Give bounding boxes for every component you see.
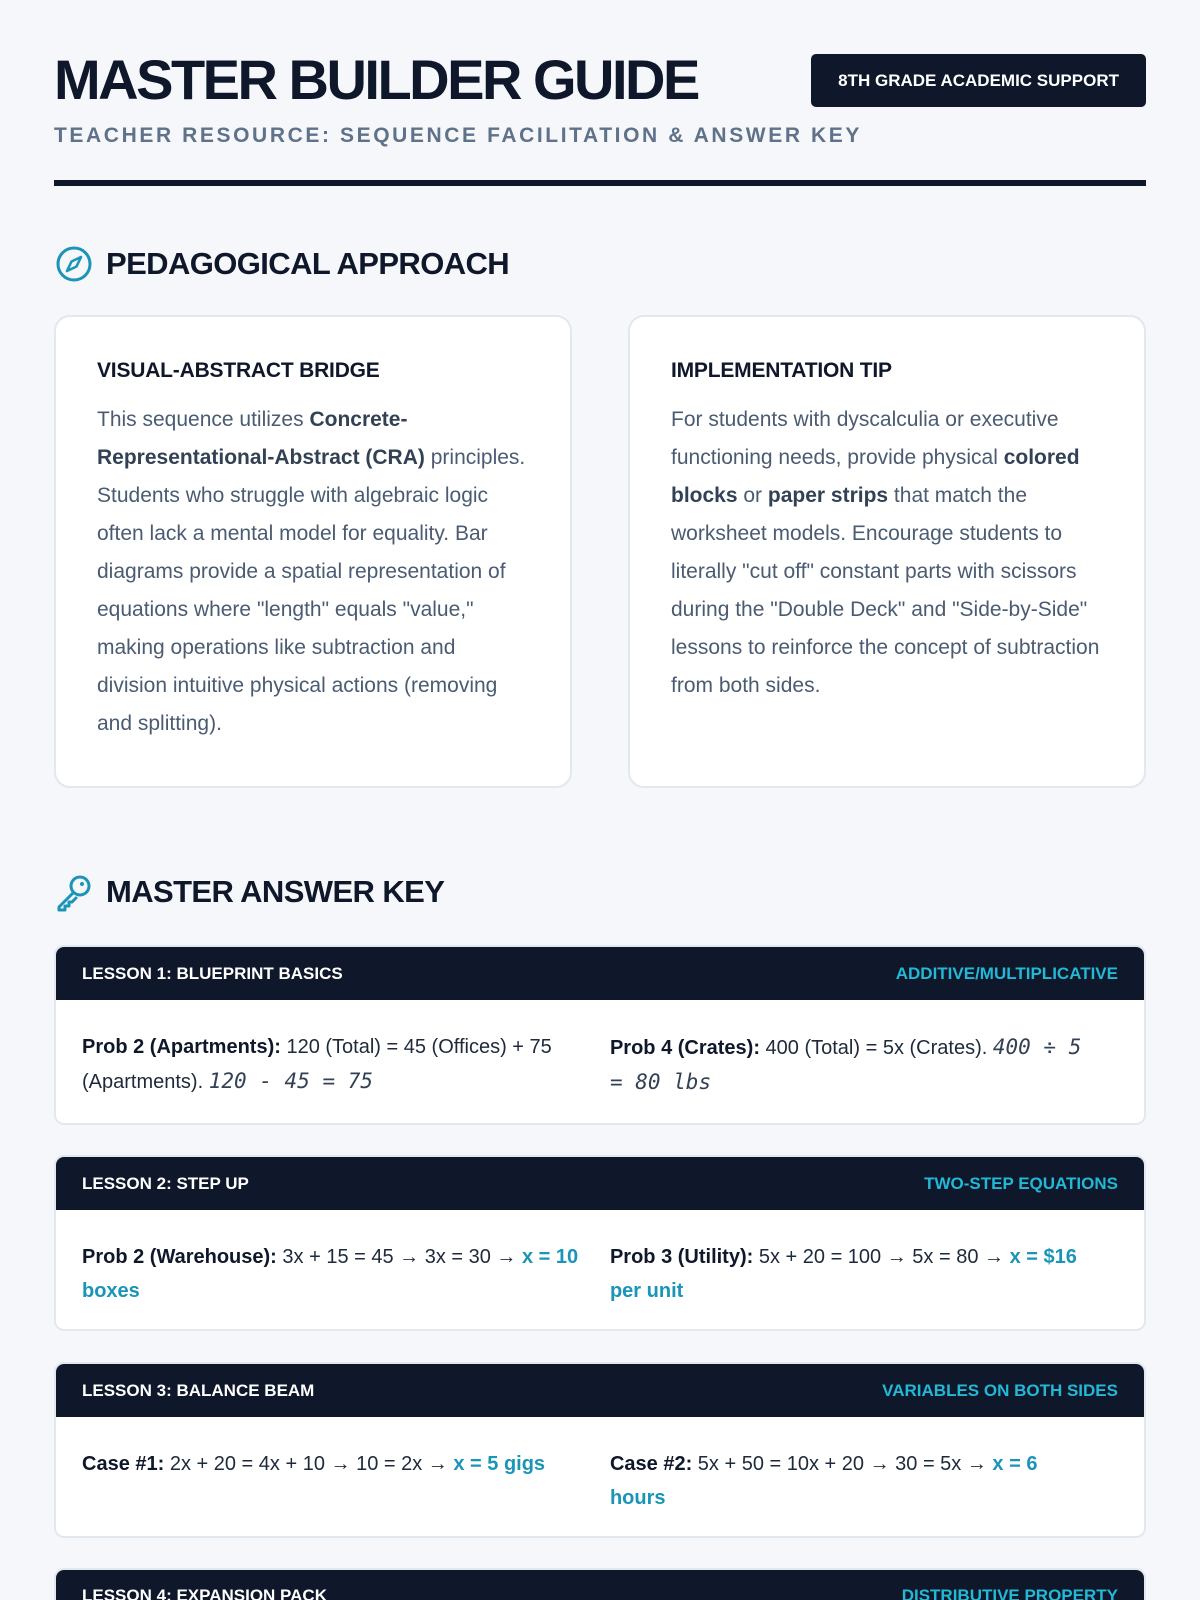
answer-left [82, 1240, 610, 1308]
lesson-header [56, 947, 1144, 1000]
header [54, 0, 1146, 186]
lesson-2-card [54, 1155, 1146, 1331]
lesson-title: LESSON 3: BALANCE BEAM [82, 1380, 315, 1400]
lesson-4-card [54, 1568, 1146, 1600]
card-emphasis: Concrete-Representational-Abstract (CRA) [97, 408, 425, 469]
header-divider [54, 180, 1146, 186]
lesson-body [56, 1210, 1144, 1308]
lesson-tag: DISTRIBUTIVE PROPERTY [901, 1586, 1118, 1600]
answer-left [82, 1030, 610, 1100]
page-title: MASTER BUILDER GUIDE [54, 48, 698, 111]
card-title: IMPLEMENTATION TIP [671, 359, 892, 382]
card-text: This sequence utilizes [97, 408, 310, 431]
answer-key-heading [54, 872, 444, 912]
answer-text: 5x + 20 = 100 → 5x = 80 → [753, 1246, 1010, 1268]
answer-label: Prob 2 (Apartments): [82, 1036, 281, 1058]
answer-label: Prob 2 (Warehouse): [82, 1246, 277, 1268]
answer-right [610, 1240, 1118, 1308]
compass-icon [54, 244, 94, 284]
page-subtitle: TEACHER RESOURCE: SEQUENCE FACILITATION & ANSWER KEY [54, 124, 863, 147]
info-card-tip [628, 315, 1146, 788]
pedagogy-heading-label: PEDAGOGICAL APPROACH [106, 246, 510, 281]
lesson-1-card [54, 945, 1146, 1125]
lesson-body [56, 1000, 1144, 1100]
answer-text: 3x + 15 = 45 → 3x = 30 → [276, 1246, 522, 1268]
grade-badge: 8TH GRADE ACADEMIC SUPPORT [811, 54, 1146, 107]
answer-key-heading-label: MASTER ANSWER KEY [106, 874, 445, 909]
lesson-header [56, 1364, 1144, 1417]
card-emphasis: paper strips [767, 484, 889, 507]
answer-equation: 120 - 45 = 75 [208, 1069, 374, 1093]
card-text: For students with dyscalculia or executive functioning needs, provide physical [671, 408, 1059, 469]
answer-label: Case #2: [609, 1453, 693, 1475]
answer-label: Prob 4 (Crates): [609, 1037, 760, 1059]
lesson-3-card [54, 1362, 1146, 1538]
info-card-bridge [54, 315, 572, 788]
answer-value: x = 6 hours [609, 1453, 1038, 1509]
lesson-body [56, 1417, 1144, 1515]
answer-label: Case #1: [82, 1453, 165, 1475]
answer-equation: 400 ÷ 5 = 80 lbs [609, 1035, 1082, 1094]
card-title: VISUAL-ABSTRACT BRIDGE [97, 359, 380, 382]
card-text: that match the worksheet models. Encourage students to literally "cut off" constant parts with scissors during the "Double Deck" and "Side-by-Side" lessons to reinforce the concept of subtraction from both sides. [671, 484, 1100, 697]
card-body [97, 401, 530, 743]
lesson-header [56, 1157, 1144, 1210]
lesson-header [56, 1570, 1144, 1600]
answer-label: Prob 3 (Utility): [609, 1246, 754, 1268]
answer-text: 400 (Total) = 5x (Crates). [759, 1037, 993, 1059]
lesson-tag: ADDITIVE/MULTIPLICATIVE [895, 963, 1118, 983]
answer-right [610, 1447, 1118, 1515]
lesson-tag: VARIABLES ON BOTH SIDES [882, 1380, 1118, 1400]
key-icon [54, 872, 94, 912]
answer-value: x = 10 boxes [82, 1246, 579, 1302]
lesson-title: LESSON 1: BLUEPRINT BASICS [82, 963, 343, 983]
answer-text: 120 (Total) = 45 (Offices) + 75 (Apartments). [82, 1036, 552, 1093]
card-text: principles. Students who struggle with algebraic logic often lack a mental model for equality. Bar diagrams provide a spatial representation of equations where "length" equals "value," making operations like subtraction and division intuitive physical actions (removing and splitting). [97, 446, 526, 735]
lesson-title: LESSON 4: EXPANSION PACK [82, 1586, 327, 1600]
answer-left [82, 1447, 610, 1515]
answer-text: 5x + 50 = 10x + 20 → 30 = 5x → [692, 1453, 993, 1475]
answer-text: 2x + 20 = 4x + 10 → 10 = 2x → [164, 1453, 454, 1475]
lesson-title: LESSON 2: STEP UP [82, 1173, 249, 1193]
answer-value: x = $16 per unit [609, 1246, 1077, 1302]
card-body [671, 401, 1104, 705]
pedagogy-heading [54, 244, 509, 284]
answer-right [610, 1030, 1118, 1100]
answer-value: x = 5 gigs [453, 1453, 546, 1475]
card-emphasis: colored blocks [671, 446, 1080, 507]
lesson-tag: TWO-STEP EQUATIONS [924, 1173, 1118, 1193]
card-text: or [737, 484, 768, 507]
